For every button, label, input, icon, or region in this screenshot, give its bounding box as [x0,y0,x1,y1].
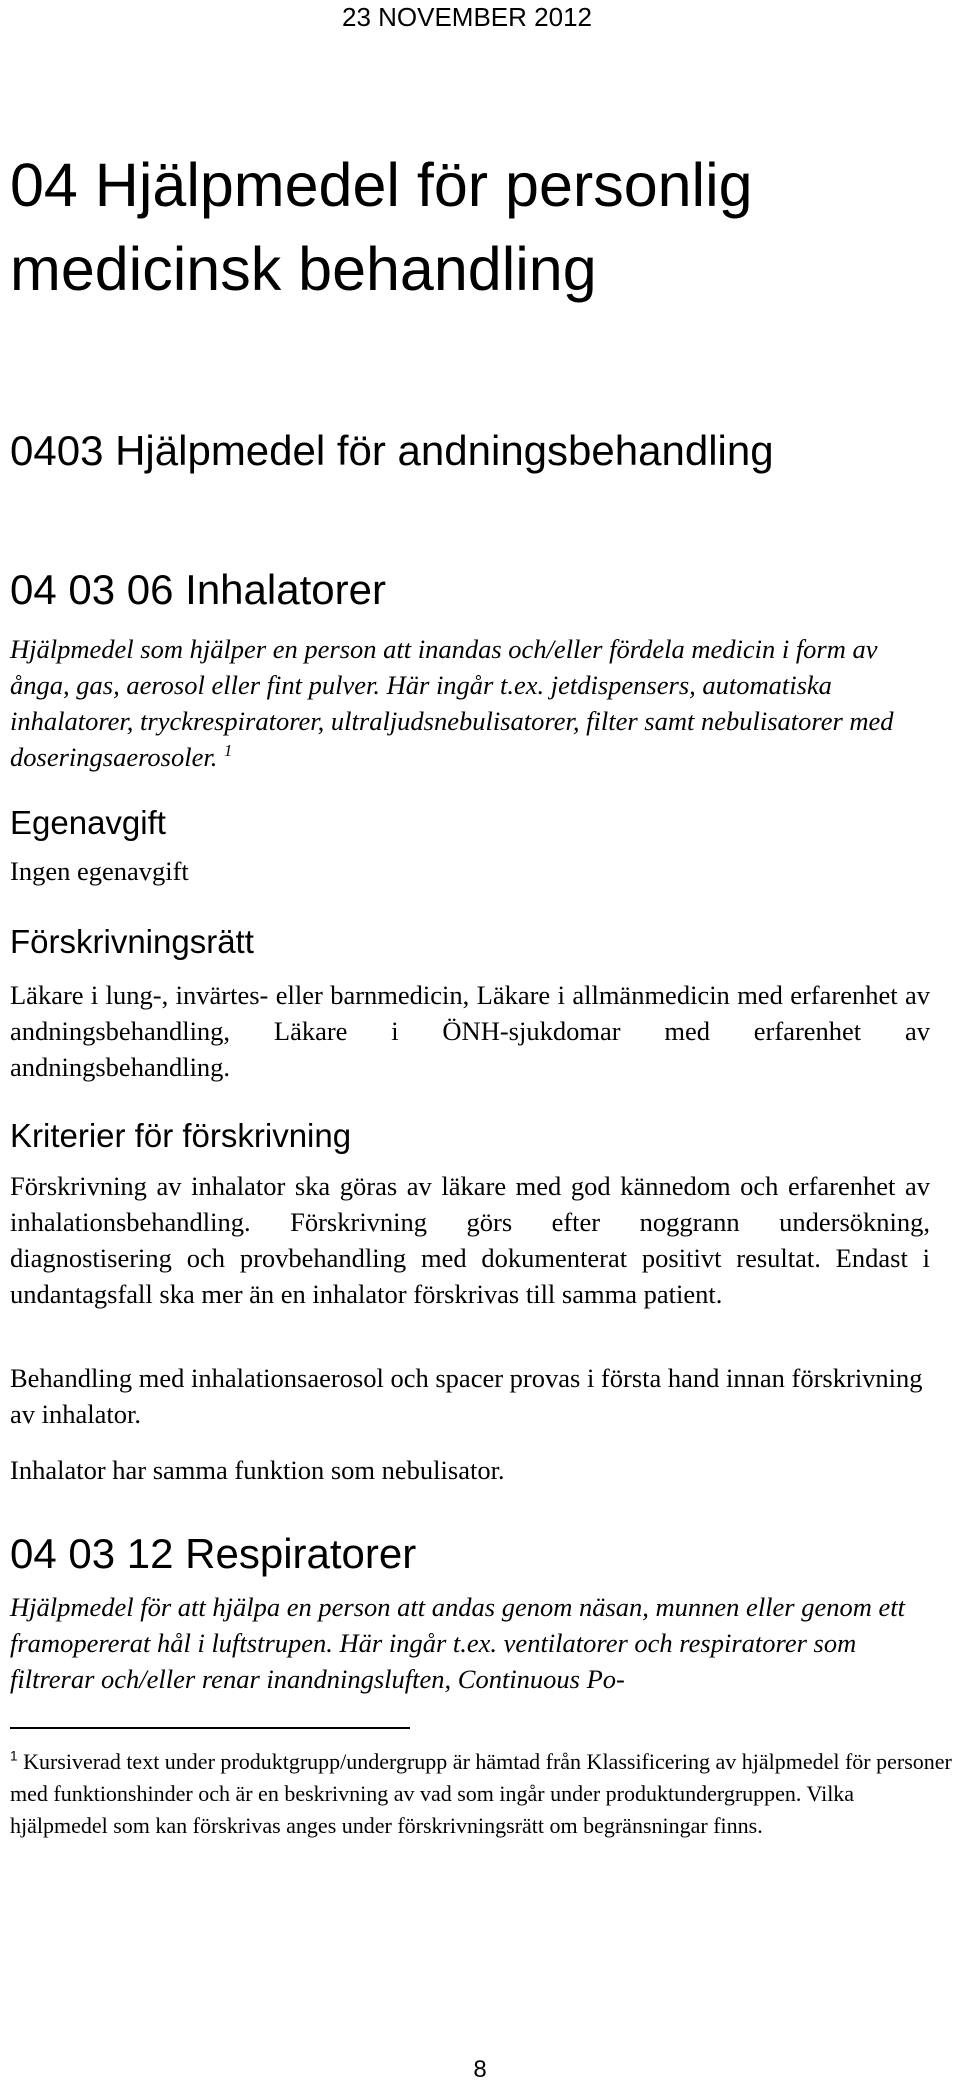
inhalatorer-description [10,631,940,775]
section-title: 0403 Hjälpmedel för andningsbehandling [10,427,774,474]
inhalatorer-description-text: Hjälpmedel som hjälper en person att inandas och/eller fördela medicin i form av ånga, gas, aerosol eller fint pulver. Här ingår t.ex. jetdispensers, automatiska inhalatorer, tryckrespiratorer, ultraljudsnebulisatorer, filter samt nebulisatorer med doseringsaerosoler. [10,634,894,772]
respiratorer-description: Hjälpmedel för att hjälpa en person att andas genom näsan, munnen eller genom ett framopererat hål i luftstrupen. Här ingår t.ex. ventilatorer och respiratorer som filtrerar och/eller renar inandningsluften, Continuous Po- [10,1592,906,1694]
header-date: 23 NOVEMBER 2012 [341,2,592,32]
kriterier-paragraph: Förskrivning av inhalator ska göras av läkare med god kännedom och erfarenhet av inhalationsbehandling. Förskrivning görs efter noggrann undersökning, diagnostisering och provbehandling med dokumenterat positivt resultat. Endast i undantagsfall ska mer än en inhalator förskrivas till samma patient. [10,1171,930,1309]
forskrivningsratt-heading: Förskrivningsrätt [10,923,254,960]
footnote [10,1746,955,1842]
chapter-title: 04 Hjälpmedel för personlig medicinsk behandling [10,151,753,303]
kriterier-paragraph: Behandling med inhalationsaerosol och spacer provas i första hand innan förskrivning av inhalator. [10,1363,923,1429]
footnote-number: 1 [10,1748,18,1764]
subsection-title-inhalatorer: 04 03 06 Inhalatorer [10,566,386,613]
subsection-title-respiratorer: 04 03 12 Respiratorer [10,1530,417,1577]
footnote-separator [10,1727,410,1729]
kriterier-heading: Kriterier för förskrivning [10,1117,352,1154]
egenavgift-heading: Egenavgift [10,804,166,841]
kriterier-paragraph: Inhalator har samma funktion som nebulisator. [10,1455,505,1485]
footnote-reference: 1 [223,741,233,761]
forskrivningsratt-text: Läkare i lung-, invärtes- eller barnmedicin, Läkare i allmänmedicin med erfarenhet av andningsbehandling, Läkare i ÖNH-sjukdomar med erfarenhet av andningsbehandling. [10,980,930,1082]
footnote-text: Kursiverad text under produktgrupp/undergrupp är hämtad från Klassificering av hjälpmedel för personer med funktionshinder och är en beskrivning av vad som ingår under produktundergruppen. Vilka hjälpmedel som kan förskrivas anges under förskrivningsrätt om begränsningar finns. [10,1749,952,1838]
egenavgift-text: Ingen egenavgift [10,856,189,886]
page-number: 8 [473,2056,487,2083]
